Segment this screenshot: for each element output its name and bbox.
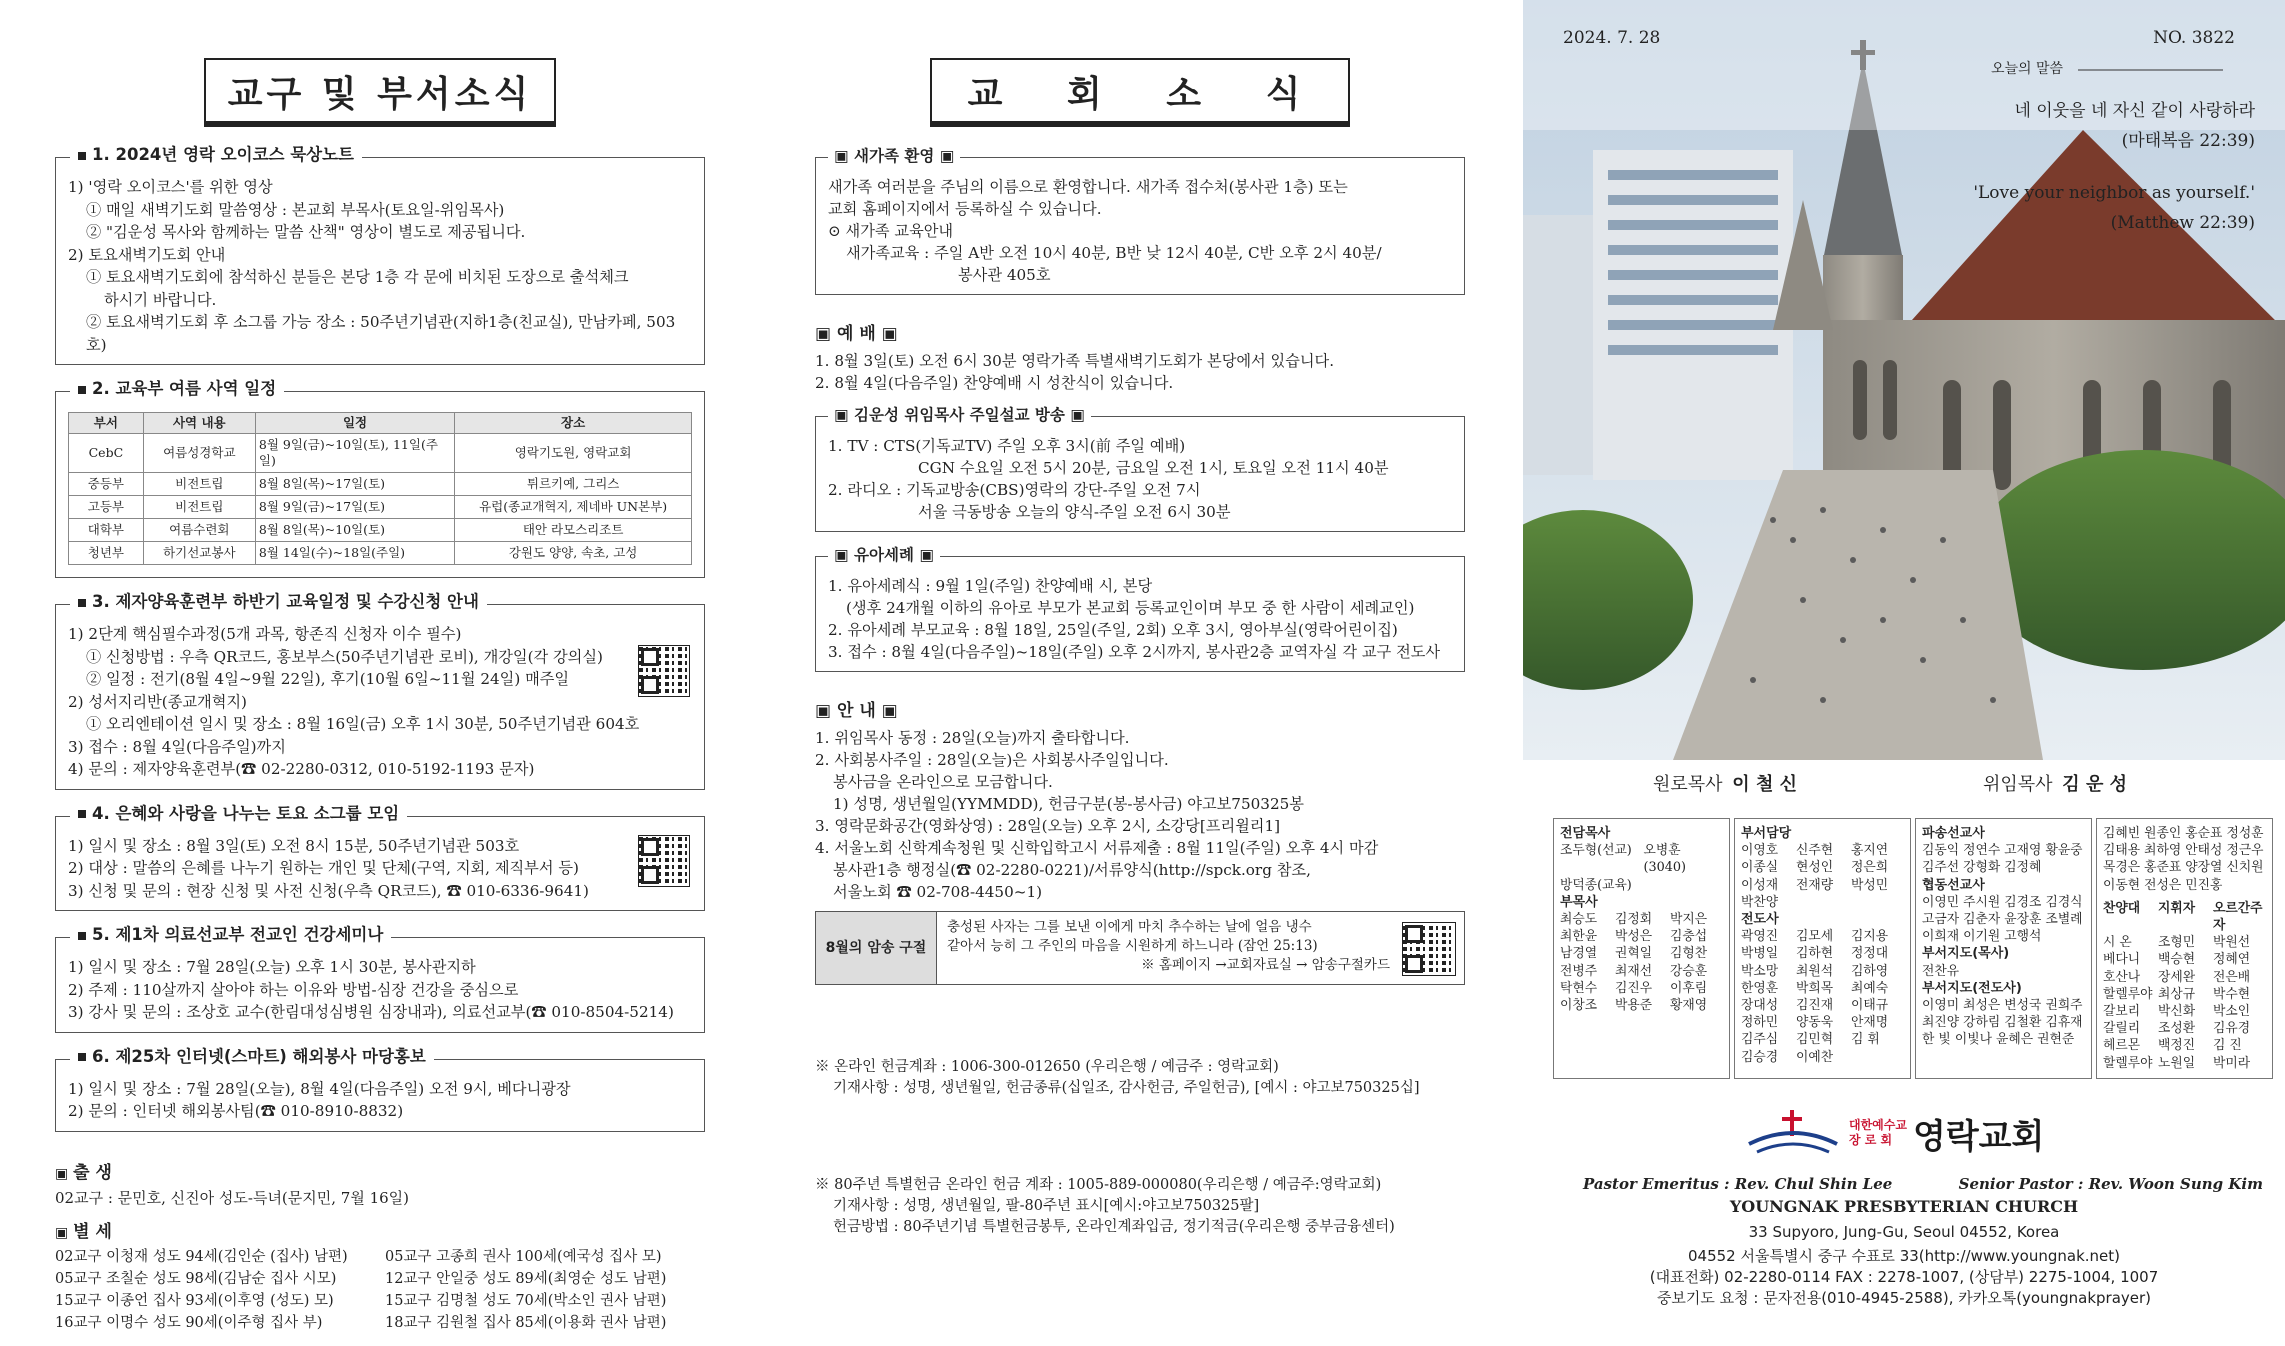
staff-name: 최한윤 [1560, 929, 1598, 945]
staff-name: 갈릴리 [2103, 1021, 2141, 1037]
line: ① 신청방법 : 우측 QR코드, 홍보부스(50주년기념관 로비), 개강일(각 강의실) [86, 647, 603, 666]
staff-name: 최재선 [1615, 963, 1653, 979]
list-item: 12교구 안일중 성도 89세(최영순 성도 남편) [385, 1270, 667, 1287]
verse-english: 'Love your neighbor as yourself.' [1973, 183, 2255, 203]
staff-name: 이성재 [1741, 877, 1779, 893]
name-grid [1741, 842, 1904, 911]
worship-heading: ▣ 예 배 ▣ [815, 324, 898, 344]
list-item: 15교구 김명철 성도 70세(박소인 권사 남편) [385, 1292, 667, 1309]
line: 1. TV : CTS(기독교TV) 주일 오후 3시(前 주일 예배) [828, 437, 1186, 455]
staff-name: 장세완 [2158, 969, 2196, 985]
cover-column [1523, 0, 2285, 1346]
anniversary-offering-account [815, 1175, 1465, 1238]
staff-name [1851, 1049, 1904, 1066]
table-row: 청년부 하기선교봉사 8월 14일(수)~18일(주일) 강원도 양양, 속초, 고성 [69, 542, 692, 565]
line: 1. 유아세례식 : 9월 1일(주일) 찬양예배 시, 본당 [828, 577, 1153, 595]
staff-name: 전재량 [1796, 877, 1834, 893]
worship-lines [815, 350, 1465, 394]
line: 교회 홈페이지에서 등록하실 수 있습니다. [828, 200, 1102, 218]
verse-korean: 네 이웃을 네 자신 같이 사랑하라 [2014, 101, 2255, 121]
staff-name: 박용준 [1615, 998, 1653, 1014]
staff-name: 정은희 [1851, 860, 1889, 876]
staff-name: 박소망 [1741, 963, 1779, 979]
staff-name: 박성민 [1851, 877, 1889, 893]
staff-name: 박희목 [1796, 980, 1834, 996]
line: 2. 유아세례 부모교육 : 8월 18일, 25일(주일, 2회) 오후 3시, 영아부실(영락어린이집) [828, 621, 1398, 639]
line: 3. 접수 : 8월 4일(다음주일)~18일(주일) 오후 2시까지, 봉사관2층 교역자실 각 교구 전도사 [828, 643, 1441, 661]
section-saturday-group [55, 803, 705, 912]
line: 1) '영락 오이코스'를 위한 영상 [68, 178, 273, 196]
staff-name: 안재명 [1851, 1015, 1889, 1031]
section-title: 6. 제25차 인터넷(스마트) 해외봉사 마당홍보 [70, 1046, 434, 1069]
table-header: 사역 내용 [143, 413, 255, 434]
staff-box-departments: 부서담당 이영호 신주현 홍지연 이종실 현성인 정은희 이성재 전재량 박성민 박찬양 전도사 곽영진 김모세 김지용 박병일 김하현 정정대 박소망 최원석 김하영 한영훈 박희목 최예숙 장대성 김진재 이태규 정하민 양동욱 안재명 김주심 김민혁 김 휘 김승경 이예찬 [1734, 818, 1911, 1079]
line: 새가족 여러분을 주님의 이름으로 환영합니다. 새가족 접수처(봉사관 1층) 또는 [828, 178, 1348, 196]
line: 3. 영락문화공간(영화상영) : 28일(오늘) 오후 2시, 소강당[프리윌리1] [815, 817, 1281, 835]
staff-name: 최원석 [1796, 963, 1834, 979]
table-header: 장소 [455, 413, 692, 434]
list-item: 16교구 이명수 성도 90세(이주형 집사 부) [55, 1314, 323, 1331]
staff-box-missionaries: 파송선교사 김동익 정연수 고재영 황윤중 김주선 강형화 김정혜 협동선교사 이영민 주시원 김경조 김경식 고금자 김춘자 윤장훈 조별례 이희재 이기원 고행석 부서지도(목사) 전찬유 부서지도(전도사) 이영미 최성은 변성국 권희주 최진양 강하림 김철환 김휴재 한 빛 이빛나 윤혜은 권현준 [1915, 818, 2092, 1079]
staff-name: 양동욱 [1796, 1015, 1834, 1031]
word-label: 오늘의 말씀 [1991, 61, 2064, 77]
staff-name: 노원일 [2158, 1055, 2196, 1071]
staff-name: 김민혁 [1796, 1032, 1834, 1048]
line: 서울노회 ☎ 02-708-4450~1) [833, 883, 1043, 901]
line: ※ 80주년 특별헌금 온라인 헌금 계좌 : 1005-889-000080(우리은행 / 예금주:영락교회) [815, 1177, 1382, 1193]
line: 3) 접수 : 8월 4일(다음주일)까지 [68, 737, 286, 756]
staff-name: 이예찬 [1796, 1049, 1834, 1065]
staff-name: 강승훈 [1670, 963, 1708, 979]
list-item: 18교구 김원철 집사 85세(이용화 권사 남편) [385, 1314, 667, 1331]
staff-name: 신주현 [1796, 843, 1834, 859]
staff-name: 최승도 [1560, 912, 1598, 928]
line: 1. 8월 3일(토) 오전 6시 30분 영락가족 특별새벽기도회가 본당에서 있습니다. [815, 352, 1335, 370]
church-logo-icon [1743, 1108, 1843, 1158]
staff-name: 전병주 [1560, 963, 1598, 979]
staff-name: 김형찬 [1670, 946, 1708, 962]
staff-name: 박병일 [1741, 946, 1779, 962]
table-header: 일정 [255, 413, 454, 434]
staff-name: 박원선 [2213, 935, 2251, 951]
church-photo [1523, 0, 2285, 760]
line: 4. 서울노회 신학계속청원 및 신학입학고시 서류제출 : 8월 11일(주일) 오후 4시 마감 [815, 839, 1379, 857]
table-row: 대학부 여름수련회 8월 8일(목)~10일(토) 태안 라모스리조트 [69, 519, 692, 542]
staff-name: 호산나 [2103, 969, 2141, 985]
staff-name: 박지은 [1670, 912, 1708, 928]
line: 1) 일시 및 장소 : 8월 3일(토) 오전 8시 15분, 50주년기념관 503호 [68, 836, 520, 855]
section-title: ▣ 유아세례 ▣ [828, 544, 940, 566]
line: ② 일정 : 전기(8월 4일~9월 22일), 후기(10월 6일~11월 24일) 매주일 [86, 670, 570, 688]
line: 2) 문의 : 인터넷 해외봉사팀(☎ 010-8910-8832) [68, 1102, 404, 1120]
staff-name: 황재영 [1670, 998, 1708, 1014]
staff-name: 최상규 [2158, 986, 2196, 1002]
bulletin-number: NO. 3822 [2153, 28, 2235, 48]
line: 2. 8월 4일(다음주일) 찬양예배 시 성찬식이 있습니다. [815, 374, 1174, 392]
staff-name: 김하영 [1851, 963, 1889, 979]
name-grid [1560, 911, 1723, 1014]
memory-verse-label: 8월의 암송 구절 [816, 912, 937, 984]
list-item: 05교구 고종희 권사 100세(예국성 집사 모) [385, 1248, 662, 1265]
staff-name: 박찬양 [1741, 894, 1779, 910]
staff-name: 시 온 [2103, 935, 2132, 951]
line: ① 오리엔테이션 일시 및 장소 : 8월 16일(금) 오후 1시 30분, 50주년기념관 604호 [86, 715, 640, 733]
notice-lines [815, 727, 1465, 903]
section-education-schedule [55, 379, 705, 578]
line: 1) 일시 및 장소 : 7월 28일(오늘) 오후 1시 30분, 봉사관지하 [68, 958, 476, 976]
staff-name: 박미라 [2213, 1055, 2251, 1071]
qr-code-icon[interactable] [1402, 922, 1456, 976]
staff-name: 갈보리 [2103, 1004, 2141, 1020]
name-grid [2103, 934, 2266, 1072]
line: 2) 토요새벽기도회 안내 [68, 245, 226, 264]
pastor-emeritus: 원로목사 이 철 신 [1653, 774, 1797, 795]
table-row: CebC 여름성경학교 8월 9일(금)~10일(토), 11일(주일) 영락기도원, 영락교회 [69, 434, 692, 473]
staff-name: 조성환 [2158, 1021, 2196, 1037]
verse-ref-english: (Matthew 22:39) [2110, 213, 2255, 233]
line: 2. 라디오 : 기독교방송(CBS)영락의 강단-주일 오전 7시 [828, 481, 1201, 499]
staff-name: 김하현 [1796, 946, 1834, 962]
staff-name: 정혜연 [2213, 952, 2251, 968]
staff-name: 김진우 [1615, 980, 1653, 996]
line: 2) 대상 : 말씀의 은혜를 나누기 원하는 개인 및 단체(구역, 지회, 제직부서 등) [68, 859, 579, 877]
staff-name: 박성은 [1615, 929, 1653, 945]
line: ① 토요새벽기도회에 참석하신 분들은 본당 1층 각 문에 비치된 도장으로 출석체크 [86, 268, 629, 286]
staff-name: 베다니 [2103, 952, 2141, 968]
section-title: 1. 2024년 영락 오이코스 묵상노트 [70, 144, 362, 167]
list-item: 05교구 조칠순 성도 98세(김남순 집사 시모) [55, 1270, 337, 1287]
memory-verse-text [937, 912, 1464, 984]
staff-name: 김승경 [1741, 1049, 1779, 1065]
line: 봉사금을 온라인으로 모금합니다. [833, 773, 1053, 791]
list-item: 15교구 이종언 집사 93세(이후영 (성도) 모) [55, 1292, 334, 1309]
staff-name: 한영훈 [1741, 980, 1779, 996]
line: 1. 위임목사 동정 : 28일(오늘)까지 출타합니다. [815, 729, 1130, 747]
line: 같아서 능히 그 주인의 마음을 시원하게 하느니라 (잠언 25:13) [947, 938, 1318, 954]
section-title: 2. 교육부 여름 사역 일정 [70, 378, 284, 401]
birth-heading: ▣ 출 생 [55, 1158, 705, 1183]
line: 충성된 사자는 그를 보낸 이에게 마치 추수하는 날에 얼음 냉수 [947, 919, 1312, 935]
staff-directory [1553, 818, 2273, 1076]
staff-name: 남경열 [1560, 946, 1598, 962]
staff-name: 김진재 [1796, 998, 1834, 1014]
staff-name: 이후림 [1670, 980, 1708, 996]
line: 1) 일시 및 장소 : 7월 28일(오늘), 8월 4일(다음주일) 오전 9시, 베다니광장 [68, 1079, 571, 1098]
staff-name: 박신화 [2158, 1004, 2196, 1020]
senior-pastor: 위임목사 김 운 성 [1983, 774, 2127, 795]
section-infant-baptism [815, 546, 1465, 672]
staff-name: 헤르몬 [2103, 1038, 2141, 1054]
line: ※ 홈페이지 →교회자료실 → 암송구절카드 [1141, 957, 1390, 973]
section-title: ▣ 김운성 위임목사 주일설교 방송 ▣ [828, 404, 1091, 426]
staff-name: 장대성 [1741, 998, 1779, 1014]
line: 하시기 바랍니다. [104, 290, 217, 309]
birth-line: 02교구 : 문민호, 신진아 성도-득녀(문지민, 7월 16일) [55, 1188, 410, 1207]
pastors-english: Pastor Emeritus : Rev. Chul Shin Lee Senior Pastor : Rev. Woon Sung Kim [1583, 1175, 2263, 1193]
section-overseas-service [55, 1046, 705, 1132]
staff-name: 김 휘 [1851, 1032, 1880, 1048]
section-title: 3. 제자양육훈련부 하반기 교육일정 및 수강신청 안내 [70, 591, 487, 614]
staff-name: 박수현 [2213, 986, 2251, 1002]
line: 3) 신청 및 문의 : 현장 신청 및 사전 신청(우측 QR코드), ☎ 010-6336-9641) [68, 881, 589, 900]
line: 2. 사회봉사주일 : 28일(오늘)은 사회봉사주일입니다. [815, 751, 1169, 769]
line: 기재사항 : 성명, 생년월일, 헌금종류(십일조, 감사헌금, 주일헌금), [예시 : 야고보750325십] [833, 1080, 1420, 1096]
staff-name: 탁현수 [1560, 980, 1598, 996]
line: 2) 주제 : 110살까지 살아야 하는 이유와 방법-심장 건강을 중심으로 [68, 980, 519, 999]
verse-ref-korean: (마태복음 22:39) [2121, 131, 2255, 151]
section-welcome [815, 147, 1465, 295]
staff-name: 백승현 [2158, 952, 2196, 968]
staff-name: 이창조 [1560, 998, 1598, 1014]
line: 봉사관 405호 [958, 266, 1051, 284]
section-discipleship [55, 592, 705, 790]
line: ⊙ 새가족 교육안내 [828, 222, 954, 240]
table-row: 고등부 비전트립 8월 9일(금)~17일(토) 유럽(종교개혁지, 제네바 UN본부) [69, 496, 692, 519]
church-name: 영락교회 [1912, 1116, 2045, 1157]
schedule-table [68, 412, 692, 565]
table-row: 중등부 비전트립 8월 8일(목)~17일(토) 튀르키예, 그리스 [69, 473, 692, 496]
line: ② "김운성 목사와 함께하는 말씀 산책" 영상이 별도로 제공됩니다. [86, 223, 526, 241]
line: ① 매일 새벽기도회 말씀영상 : 본교회 부목사(토요일-위임목사) [86, 200, 505, 219]
section-broadcast [815, 406, 1465, 532]
staff-box-choirs: 김혜빈 원종인 홍순표 정성훈 김태용 최하영 안태성 정근우 목경은 홍준표 양장열 신치원 이동현 전성은 민진홍 찬양대 지휘자 오르간주자 시 온 조형민 박원선 베다니 백승현 정혜연 호산나 장세완 전은배 할렐루야 최상규 박수현 갈보리 박신화 박소인 갈릴리 조성환 김유경 헤르몬 백정진 김 진 할렐루야 노원일 박미라 [2096, 818, 2273, 1079]
online-offering-account [815, 1057, 1465, 1099]
staff-name: 김 진 [2213, 1038, 2242, 1054]
staff-name: 백정진 [2158, 1038, 2196, 1054]
district-news-header: 교구 및 부서소식 [55, 58, 705, 127]
list-item: 02교구 이청재 성도 94세(김인순 (집사) 남편) [55, 1248, 348, 1265]
staff-name: 현성인 [1796, 860, 1834, 876]
staff-name: 최예숙 [1851, 980, 1889, 996]
name-grid [1741, 928, 1904, 1066]
line: 3) 강사 및 문의 : 조상호 교수(한림대성심병원 심장내과), 의료선교부(☎ 010-8504-5214) [68, 1003, 674, 1021]
staff-name: 이종실 [1741, 860, 1779, 876]
staff-name: 박소인 [2213, 1004, 2251, 1020]
staff-name: 김충섭 [1670, 929, 1708, 945]
staff-name: 할렐루야 [2103, 986, 2153, 1002]
staff-name: 곽영진 [1741, 929, 1779, 945]
line: 봉사관1층 행정실(☎ 02-2280-0221)/서류양식(http://spck.org 참조, [833, 861, 1311, 879]
church-news-column [815, 0, 1465, 1346]
line: ※ 온라인 헌금계좌 : 1006-300-012650 (우리은행 / 예금주 : 영락교회) [815, 1059, 1279, 1075]
staff-name: 김정회 [1615, 912, 1653, 928]
section-title: ▣ 새가족 환영 ▣ [828, 145, 960, 167]
table-header: 부서 [69, 413, 144, 434]
section-title: 5. 제1차 의료선교부 전교인 건강세미나 [70, 924, 391, 947]
staff-name: 김모세 [1796, 929, 1834, 945]
staff-name: 이태규 [1851, 998, 1889, 1014]
line: 2) 성서지리반(종교개혁지) [68, 692, 247, 711]
qr-code-icon[interactable] [638, 645, 690, 697]
line: 서울 극동방송 오늘의 양식-주일 오전 6시 30분 [918, 503, 1231, 521]
section-oikos [55, 145, 705, 365]
staff-name: 정정대 [1851, 946, 1889, 962]
line: (생후 24개월 이하의 유아로 부모가 본교회 등록교인이며 부모 중 한 사람이 세례교인) [846, 599, 1415, 617]
death-heading: ▣ 별 세 [55, 1217, 705, 1242]
line: CGN 수요일 오전 5시 20분, 금요일 오전 1시, 토요일 오전 11시 40분 [918, 459, 1389, 477]
line: 새가족교육 : 주일 A반 오전 10시 40분, B반 낮 12시 40분, C반 오후 2시 40분/ [846, 244, 1382, 262]
staff-name: 할렐루야 [2103, 1055, 2153, 1071]
staff-name: 김지용 [1851, 929, 1889, 945]
staff-name: 김유경 [2213, 1021, 2251, 1037]
district-news-column [55, 0, 705, 1346]
staff-name: 이영호 [1741, 843, 1779, 859]
line: ② 토요새벽기도회 후 소그룹 가능 장소 : 50주년기념관(지하1층(친교실), 만남카페, 503호) [86, 313, 676, 354]
staff-name: 홍지연 [1851, 843, 1889, 859]
qr-code-icon[interactable] [638, 835, 690, 887]
staff-name: 전은배 [2213, 969, 2251, 985]
line: 4) 문의 : 제자양육훈련부(☎ 02-2280-0312, 010-5192-1193 문자) [68, 760, 535, 778]
church-news-header: 교 회 소 식 [815, 58, 1465, 127]
line: 헌금방법 : 80주년기념 특별헌금봉투, 온라인계좌입금, 정기적금(우리은행 중부금융센터) [833, 1219, 1395, 1235]
line: 1) 2단계 핵심필수과정(5개 과목, 항존직 신청자 이수 필수) [68, 625, 462, 643]
church-contact: 33 Supyoro, Jung-Gu, Seoul 04552, Korea 04552 서울특별시 중구 수표로 33(http://www.youngnak.net) (대표전화) 02-2280-0114 FAX : 2278-1007, (상담부) 2275-1004, 1007 중보기도 요청 : 문자전용(010-4945-2588), 카카오톡(youngnakprayer) [1649, 1223, 2159, 1307]
line: 1) 성명, 생년월일(YYMMDD), 헌금구분(봉-봉사금) 야고보750325봉 [833, 795, 1304, 813]
church-english-name: YOUNGNAK PRESBYTERIAN CHURCH [1729, 1197, 2079, 1216]
staff-name: 권혁일 [1615, 946, 1653, 962]
todays-word [1973, 96, 2255, 238]
section-title: 4. 은혜와 사랑을 나누는 토요 소그룹 모임 [70, 803, 407, 826]
staff-name: 조형민 [2158, 935, 2196, 951]
church-logo: 대한예수교 장 로 회 영락교회 [1743, 1108, 2044, 1158]
staff-name: 정하민 [1741, 1015, 1779, 1031]
section-health-seminar [55, 925, 705, 1033]
death-list [55, 1246, 705, 1334]
memory-verse-box [815, 911, 1465, 985]
bulletin-date: 2024. 7. 28 [1563, 28, 1661, 48]
staff-name: 김주심 [1741, 1032, 1779, 1048]
line: 기재사항 : 성명, 생년월일, 팔-80주년 표시[예시:야고보750325팔] [833, 1198, 1260, 1214]
notice-heading: ▣ 안 내 ▣ [815, 701, 898, 721]
staff-box-pastors: 전담목사 조두형(선교) 오병훈(3040) 방덕종(교육) 부목사 최승도 김정회 박지은 최한윤 박성은 김충섭 남경열 권혁일 김형찬 전병주 최재선 강승훈 탁현수 김진우 이후림 이창조 박용준 황재영 [1553, 818, 1730, 1079]
